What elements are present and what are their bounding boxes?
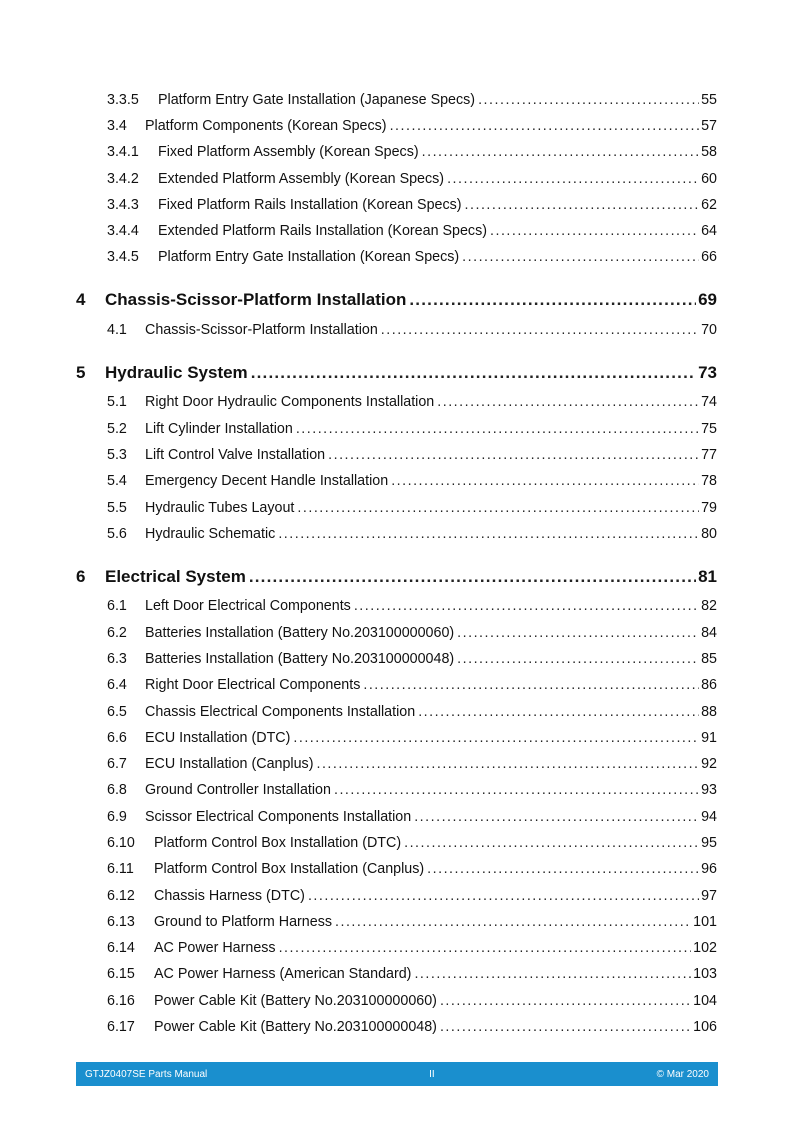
toc-section-entry[interactable] [107,993,717,1013]
toc-section-entry[interactable] [107,1019,717,1039]
footer-page-number: II [429,1068,435,1080]
toc-section-entry[interactable] [107,651,717,671]
toc-entry-number: 6.9 [107,809,127,825]
toc-entry-page: 85 [701,651,717,667]
toc-chapter-entry[interactable] [76,363,717,387]
toc-entry-number: 6.1 [107,598,127,614]
toc-entry-number: 6.15 [107,966,135,982]
toc-entry-number: 6.6 [107,730,127,746]
toc-leader-dots [440,993,691,1009]
toc-entry-page: 106 [693,1019,717,1035]
toc-leader-dots [414,966,691,982]
toc-leader-dots [418,704,699,720]
toc-entry-page: 62 [701,197,717,213]
toc-section-entry[interactable] [107,500,717,520]
toc-entry-page: 80 [701,526,717,542]
toc-entry-title: Platform Control Box Installation (Canplus) [154,861,425,877]
toc-leader-dots [354,598,699,614]
toc-entry-number: 5.5 [107,500,127,516]
toc-entry-title: Lift Cylinder Installation [145,421,293,437]
toc-entry-title: Chassis-Scissor-Platform Installation [145,322,378,338]
toc-entry-page: 96 [701,861,717,877]
toc-entry-title: Platform Control Box Installation (DTC) [154,835,402,851]
toc-leader-dots [363,677,699,693]
toc-section-entry[interactable] [107,782,717,802]
toc-entry-number: 4 [76,290,86,309]
toc-chapter-entry[interactable] [76,567,717,591]
toc-leader-dots [308,888,699,904]
toc-entry-page: 57 [701,118,717,134]
toc-entry-number: 6.13 [107,914,135,930]
toc-entry-number: 3.4 [107,118,127,134]
toc-section-entry[interactable] [107,322,717,342]
toc-entry-page: 64 [701,223,717,239]
toc-leader-dots [447,171,699,187]
toc-entry-number: 6.4 [107,677,127,693]
toc-section-entry[interactable] [107,835,717,855]
toc-entry-number: 6.17 [107,1019,135,1035]
toc-leader-dots [293,730,699,746]
toc-section-entry[interactable] [107,756,717,776]
toc-entry-number: 6 [76,567,86,586]
toc-entry-title: Chassis Harness (DTC) [154,888,305,904]
toc-entry-number: 3.4.5 [107,249,139,265]
toc-entry-number: 3.4.2 [107,171,139,187]
toc-entry-title: Right Door Hydraulic Components Installation [145,394,435,410]
toc-entry-title: Emergency Decent Handle Installation [145,473,389,489]
toc-entry-page: 86 [701,677,717,693]
toc-entry-page: 60 [701,171,717,187]
toc-entry-number: 6.12 [107,888,135,904]
toc-entry-title: Platform Entry Gate Installation (Japanese Specs) [158,92,476,108]
toc-section-entry[interactable] [107,914,717,934]
toc-entry-page: 97 [701,888,717,904]
toc-entry-title: Batteries Installation (Battery No.203100000060) [145,625,455,641]
toc-entry-page: 88 [701,704,717,720]
toc-entry-page: 94 [701,809,717,825]
toc-entry-page: 78 [701,473,717,489]
toc-section-entry[interactable] [107,966,717,986]
toc-leader-dots [335,914,691,930]
toc-entry-title: Right Door Electrical Components [145,677,361,693]
toc-leader-dots [278,526,699,542]
toc-leader-dots [422,144,699,160]
toc-section-entry[interactable] [107,625,717,645]
toc-entry-page: 70 [701,322,717,338]
toc-entry-title: ECU Installation (DTC) [145,730,291,746]
toc-section-entry[interactable] [107,526,717,546]
toc-leader-dots [462,249,699,265]
toc-entry-page: 92 [701,756,717,772]
toc-entry-title: Platform Components (Korean Specs) [145,118,387,134]
toc-entry-page: 73 [698,363,717,382]
toc-entry-title: Power Cable Kit (Battery No.203100000060) [154,993,437,1009]
toc-entry-title: Power Cable Kit (Battery No.203100000048) [154,1019,437,1035]
toc-leader-dots [390,118,700,134]
toc-entry-number: 6.11 [107,861,134,877]
toc-leader-dots [465,197,700,213]
page-footer [76,1062,718,1086]
toc-entry-number: 3.4.4 [107,223,139,239]
toc-entry-page: 82 [701,598,717,614]
toc-entry-title: AC Power Harness (American Standard) [154,966,412,982]
toc-entry-number: 3.4.1 [107,144,139,160]
toc-entry-number: 4.1 [107,322,127,338]
toc-entry-number: 5.4 [107,473,127,489]
toc-leader-dots [437,394,699,410]
toc-leader-dots [334,782,699,798]
toc-entry-page: 77 [701,447,717,463]
toc-leader-dots [457,625,699,641]
toc-section-entry[interactable] [107,704,717,724]
toc-section-entry[interactable] [107,171,717,191]
toc-entry-title: Lift Control Valve Installation [145,447,326,463]
toc-entry-title: Fixed Platform Rails Installation (Korean Specs) [158,197,462,213]
toc-entry-title: Extended Platform Assembly (Korean Specs) [158,171,445,187]
toc-entry-page: 93 [701,782,717,798]
toc-entry-number: 6.16 [107,993,135,1009]
toc-chapter-entry[interactable] [76,290,717,314]
toc-entry-page: 84 [701,625,717,641]
toc-entry-page: 95 [701,835,717,851]
toc-section-entry[interactable] [107,197,717,217]
toc-entry-page: 101 [693,914,717,930]
toc-entry-title: ECU Installation (Canplus) [145,756,314,772]
toc-entry-number: 6.8 [107,782,127,798]
toc-entry-number: 6.10 [107,835,135,851]
toc-entry-page: 75 [701,421,717,437]
toc-leader-dots [457,651,699,667]
toc-entry-title: Ground Controller Installation [145,782,331,798]
toc-entry-page: 91 [701,730,717,746]
toc-entry-number: 5 [76,363,86,382]
toc-leader-dots [279,940,692,956]
toc-leader-dots [316,756,699,772]
toc-entry-title: Batteries Installation (Battery No.203100000048) [145,651,455,667]
toc-entry-title: Hydraulic Schematic [145,526,276,542]
footer-date: © Mar 2020 [656,1068,709,1080]
toc-leader-dots [297,500,699,516]
toc-entry-number: 6.7 [107,756,127,772]
toc-entry-number: 3.3.5 [107,92,139,108]
toc-entry-title: Left Door Electrical Components [145,598,351,614]
toc-entry-title: Ground to Platform Harness [154,914,332,930]
toc-leader-dots [328,447,699,463]
toc-entry-page: 81 [698,567,717,586]
toc-entry-page: 79 [701,500,717,516]
toc-entry-number: 6.3 [107,651,127,667]
toc-leader-dots [381,322,699,338]
toc-section-entry[interactable] [107,394,717,414]
toc-entry-number: 5.1 [107,394,127,410]
toc-section-entry[interactable] [107,144,717,164]
toc-entry-number: 5.3 [107,447,127,463]
toc-entry-title: Hydraulic Tubes Layout [145,500,295,516]
toc-leader-dots [251,363,696,383]
toc-section-entry[interactable] [107,447,717,467]
toc-entry-number: 3.4.3 [107,197,139,213]
toc-entry-title: Platform Entry Gate Installation (Korean Specs) [158,249,460,265]
toc-section-entry[interactable] [107,249,717,269]
toc-leader-dots [249,567,696,587]
toc-entry-number: 5.2 [107,421,127,437]
toc-entry-title: Chassis Electrical Components Installation [145,704,416,720]
toc-section-entry[interactable] [107,809,717,829]
toc-entry-number: 6.5 [107,704,127,720]
toc-entry-page: 69 [698,290,717,309]
toc-section-entry[interactable] [107,118,717,138]
toc-leader-dots [296,421,699,437]
toc-section-entry[interactable] [107,677,717,697]
toc-entry-title: Chassis-Scissor-Platform Installation [105,290,407,309]
toc-leader-dots [478,92,699,108]
toc-leader-dots [404,835,699,851]
toc-entry-page: 74 [701,394,717,410]
toc-section-entry[interactable] [107,421,717,441]
toc-leader-dots [409,290,696,310]
toc-section-entry[interactable] [107,888,717,908]
toc-leader-dots [427,861,699,877]
toc-entry-number: 6.2 [107,625,127,641]
toc-entry-page: 66 [701,249,717,265]
toc-entry-title: Electrical System [105,567,246,586]
footer-manual-title: GTJZ0407SE Parts Manual [85,1068,208,1080]
toc-leader-dots [414,809,699,825]
toc-entry-page: 102 [693,940,717,956]
toc-entry-title: Fixed Platform Assembly (Korean Specs) [158,144,419,160]
toc-entry-page: 58 [701,144,717,160]
toc-section-entry[interactable] [107,473,717,493]
toc-entry-title: Hydraulic System [105,363,248,382]
toc-leader-dots [490,223,699,239]
toc-entry-page: 104 [693,993,717,1009]
toc-entry-title: Scissor Electrical Components Installation [145,809,412,825]
toc-section-entry[interactable] [107,940,717,960]
toc-leader-dots [391,473,699,489]
toc-entry-page: 103 [693,966,717,982]
toc-entry-number: 6.14 [107,940,135,956]
toc-section-entry[interactable] [107,92,717,112]
toc-section-entry[interactable] [107,861,717,881]
toc-section-entry[interactable] [107,730,717,750]
toc-entry-title: AC Power Harness [154,940,276,956]
toc-entry-number: 5.6 [107,526,127,542]
toc-section-entry[interactable] [107,598,717,618]
toc-entry-page: 55 [701,92,717,108]
toc-leader-dots [440,1019,691,1035]
toc-entry-title: Extended Platform Rails Installation (Korean Specs) [158,223,487,239]
toc-section-entry[interactable] [107,223,717,243]
